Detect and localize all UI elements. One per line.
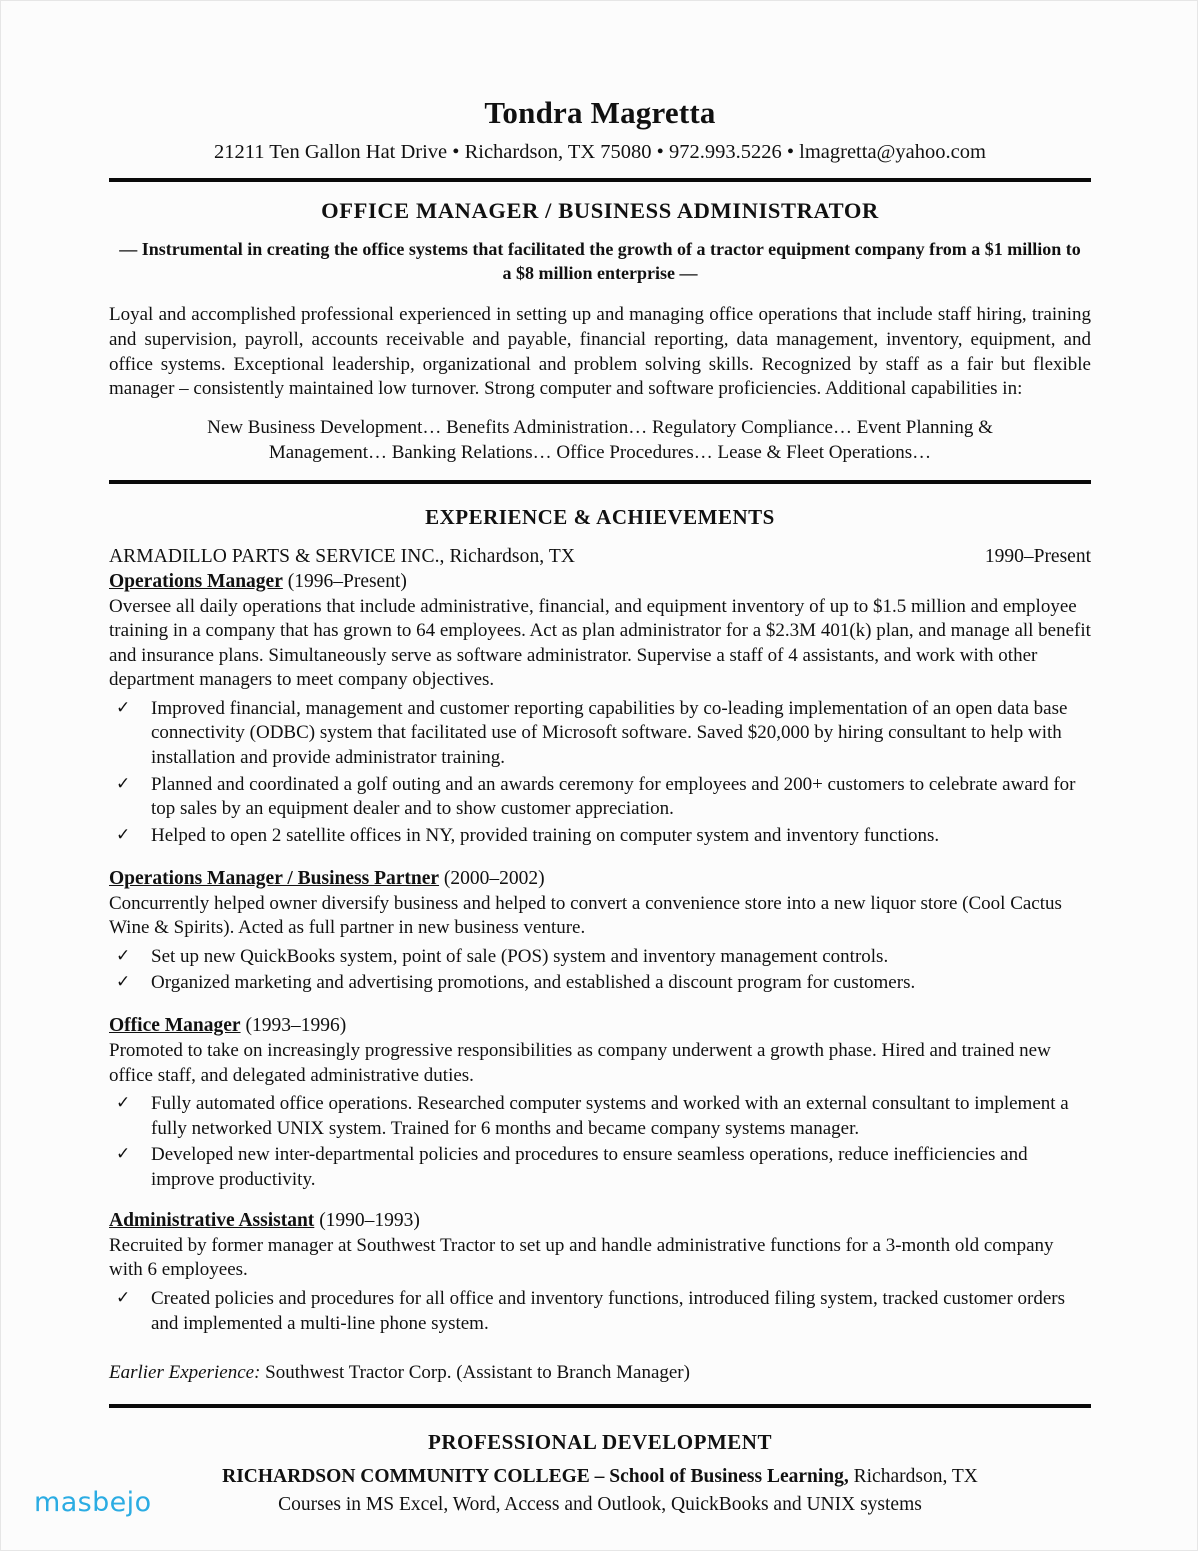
check-icon: ✓ [116, 945, 131, 966]
achievement-text: Set up new QuickBooks system, point of sale (POS) system and inventory management controls. [151, 945, 889, 967]
role-header [109, 1210, 1091, 1232]
candidate-name: Tondra Magretta [484, 95, 716, 130]
list-item [109, 971, 1091, 996]
role-entry [109, 868, 1091, 996]
role-dates: (2000–2002) [443, 867, 545, 889]
role-header [109, 1015, 1091, 1037]
courses-line: Courses in MS Excel, Word, Access and Outlook, QuickBooks and UNIX systems [278, 1493, 922, 1515]
role-dates: (1996–Present) [287, 570, 407, 592]
role-dates: (1990–1993) [319, 1209, 420, 1231]
company-name: ARMADILLO PARTS & SERVICE INC., Richardson, TX [109, 545, 576, 567]
professional-development-heading: PROFESSIONAL DEVELOPMENT [428, 1430, 772, 1455]
role-description: Concurrently helped owner diversify business and helped to convert a convenience store into a new liquor store (Cool Cactus Wine & Spirits). Acted as full partner in new business venture. [109, 892, 1062, 939]
role-title: Office Manager [109, 1015, 241, 1037]
role-entry [109, 1015, 1091, 1193]
achievement-list [109, 945, 1091, 996]
check-icon: ✓ [116, 1287, 131, 1308]
role-header [109, 868, 1091, 890]
role-title: Operations Manager [109, 570, 283, 592]
achievement-list [109, 1287, 1091, 1336]
achievement-text: Fully automated office operations. Researched computer systems and worked with an external consultant to implement a fully networked UNIX system. Trained for 6 months and became company systems manager. [151, 1093, 1069, 1139]
experience-section-heading: EXPERIENCE & ACHIEVEMENTS [425, 504, 775, 529]
earlier-experience-label: Earlier Experience: [109, 1362, 261, 1384]
school-location: Richardson, TX [848, 1466, 978, 1488]
achievement-text: Created policies and procedures for all office and inventory functions, introduced filing system, tracked customer orders and implemented a multi-line phone system. [151, 1287, 1065, 1334]
school-name: RICHARDSON COMMUNITY COLLEGE – School of Business Learning, [222, 1466, 849, 1488]
role-header [109, 571, 1091, 593]
check-icon: ✓ [116, 697, 131, 718]
summary-divider [109, 480, 1091, 484]
role-entry [109, 1210, 1091, 1336]
earlier-experience [109, 1362, 1091, 1384]
achievement-list [109, 697, 1091, 849]
resume-content [109, 1, 1091, 1517]
summary-paragraph: Loyal and accomplished professional experienced in setting up and managing office operations that include staff hiring, training and supervision, payroll, accounts receivable and payable, financial reporting, data management, inventory, equipment, and office systems. Exceptional leadership, organizational and problem solving skills. Recognized by staff as a fair but flexible manager – consistently maintained low turnover. Strong computer and software proficiencies. Additional capabilities in: [109, 304, 1091, 400]
target-tagline: — Instrumental in creating the office systems that facilitated the growth of a tractor equipment company from a $1 million to a $8 million enterprise — [119, 238, 1081, 283]
role-description: Recruited by former manager at Southwest Tractor to set up and handle administrative functions for a 3-month old company with 6 employees. [109, 1234, 1054, 1281]
list-item [109, 773, 1091, 822]
capabilities-keywords: New Business Development… Benefits Administration… Regulatory Compliance… Event Planning & Management… Banking Relations… Office Procedures… Lease & Fleet Operations… [207, 417, 993, 464]
achievement-list [109, 1092, 1091, 1193]
achievement-text: Planned and coordinated a golf outing and an awards ceremony for employees and 200+ customers to celebrate award for top sales by an equipment dealer and to show customer appreciation. [151, 773, 1076, 820]
masbejo-watermark: masbejo [34, 1487, 152, 1518]
role-title: Operations Manager / Business Partner [109, 867, 440, 889]
achievement-text: Organized marketing and advertising promotions, and established a discount program for customers. [151, 972, 916, 994]
check-icon: ✓ [116, 773, 131, 794]
list-item [109, 1143, 1091, 1192]
check-icon: ✓ [116, 1144, 131, 1165]
list-item [109, 1287, 1091, 1336]
target-job-title: OFFICE MANAGER / BUSINESS ADMINISTRATOR [321, 197, 879, 223]
company-row [109, 546, 1091, 568]
role-description: Oversee all daily operations that include administrative, financial, and equipment inventory of up to $1.5 million and employee training in a company that has grown to 64 employees. Act as plan administrator for a $2.3M 401(k) plan, and manage all benefit and insurance plans. Simultaneously serve as software administrator. Supervise a staff of 4 assistants, and work with other department managers to meet company objectives. [109, 595, 1091, 691]
contact-line: 21211 Ten Gallon Hat Drive • Richardson, TX 75080 • 972.993.5226 • lmagretta@yahoo.com [214, 141, 986, 164]
role-description: Promoted to take on increasingly progressive responsibilities as company underwent a growth phase. Hired and trained new office staff, and delegated administrative duties. [109, 1040, 1051, 1086]
school-line [109, 1465, 1091, 1489]
list-item [109, 824, 1091, 849]
achievement-text: Improved financial, management and customer reporting capabilities by co-leading implementation of an open data base connectivity (ODBC) system that facilitated use of Microsoft software. Saved $20,000 by hiring consultant to help with installation and provide administrator training. [151, 697, 1068, 768]
role-title: Administrative Assistant [109, 1209, 315, 1231]
company-dates: 1990–Present [984, 545, 1091, 567]
achievement-text: Helped to open 2 satellite offices in NY, provided training on computer system and inventory functions. [151, 825, 940, 846]
earlier-experience-text: Southwest Tractor Corp. (Assistant to Branch Manager) [260, 1362, 690, 1384]
list-item [109, 1092, 1091, 1141]
check-icon: ✓ [116, 1093, 131, 1114]
role-entry [109, 571, 1091, 849]
check-icon: ✓ [116, 825, 131, 845]
list-item [109, 945, 1091, 970]
header-divider [109, 178, 1091, 182]
experience-divider [109, 1404, 1091, 1408]
check-icon: ✓ [116, 972, 131, 993]
role-dates: (1993–1996) [245, 1015, 347, 1037]
list-item [109, 697, 1091, 771]
achievement-text: Developed new inter-departmental policies and procedures to ensure seamless operations, reduce inefficiencies and improve productivity. [151, 1144, 1028, 1191]
